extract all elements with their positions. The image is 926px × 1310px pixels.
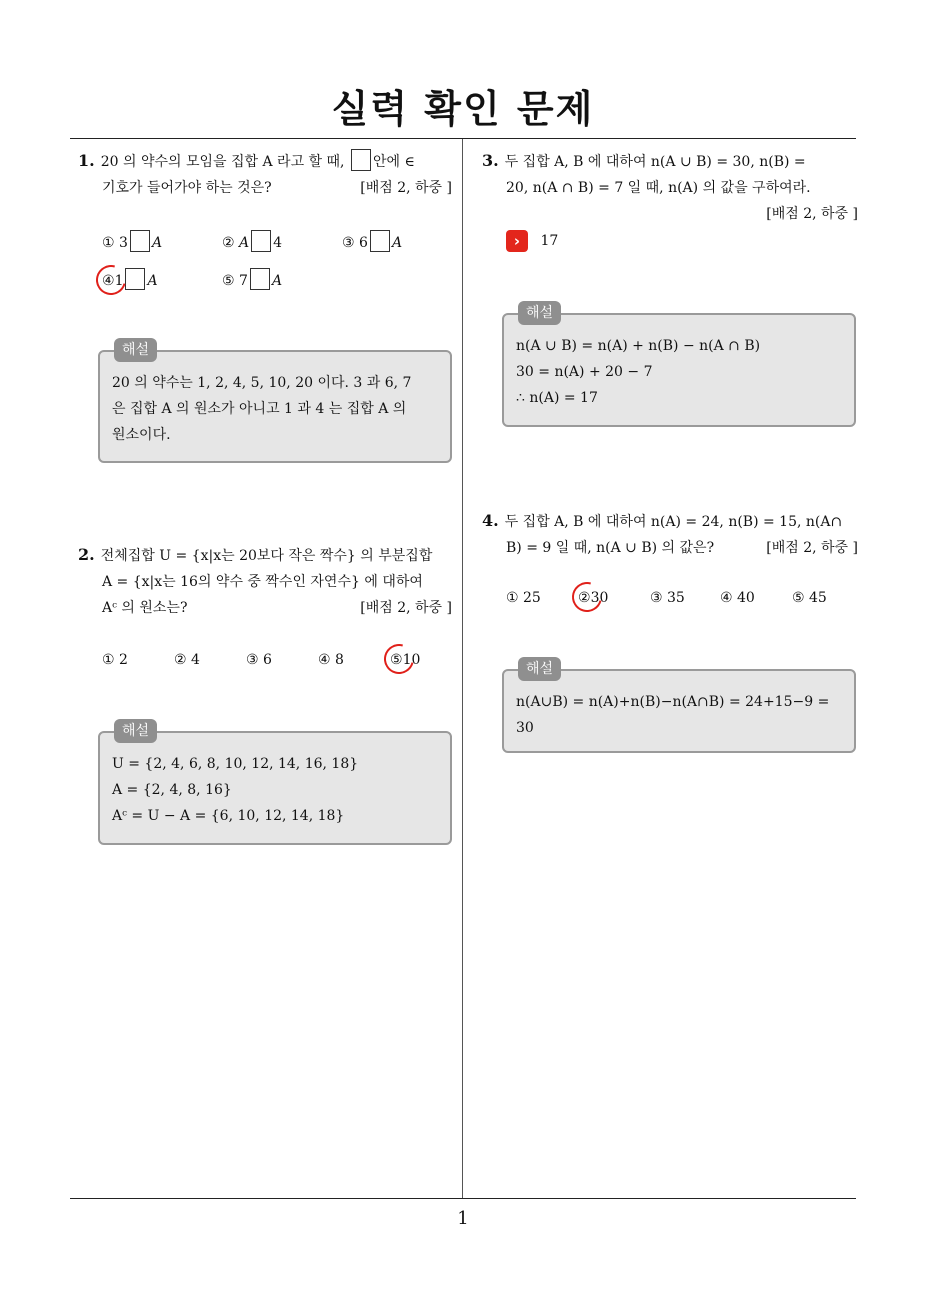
top-rule	[70, 138, 856, 139]
question-number: 4.	[482, 511, 499, 530]
choice-2[interactable]: ② A 4	[222, 230, 282, 253]
circle-mark-icon	[91, 260, 132, 301]
choice-4[interactable]: ④ 40	[720, 590, 755, 606]
solution-box-q1: 해설 20 의 약수는 1, 2, 4, 5, 10, 20 이다. 3 과 6, 7 은 집합 A 의 원소가 아니고 1 과 4 는 집합 A 의 원소이다.	[98, 350, 452, 463]
question-text: 20 의 약수의 모임을 집합 A 라고 할 때,	[100, 154, 345, 170]
score-meta: [배점 2, 하중 ]	[360, 180, 452, 196]
choice-5[interactable]: ⑤10	[390, 650, 420, 670]
solution-label: 해설	[518, 301, 561, 325]
choice-1[interactable]: ① 3 A	[102, 230, 162, 253]
score-meta: [배점 2, 하중 ]	[360, 600, 452, 616]
solution-label: 해설	[114, 719, 157, 743]
selected-answer-mark: ②	[578, 588, 591, 608]
selected-answer-mark: ④	[102, 271, 115, 291]
question-text: 두 집합 A, B 에 대하여 n(A ∪ B) = 30, n(B) =	[504, 154, 806, 170]
question-text: B) = 9 일 때, n(A ∪ B) 의 값은?	[506, 540, 715, 556]
question-text: 전체집합 U = {x|x는 20보다 작은 짝수} 의 부분집합	[100, 548, 433, 564]
choice-3[interactable]: ③ 35	[650, 590, 685, 606]
blank-box	[251, 230, 271, 252]
solution-box-q3: 해설 n(A ∪ B) = n(A) + n(B) − n(A ∩ B) 30 = n(A) + 20 − 7 ∴ n(A) = 17	[502, 313, 856, 427]
blank-box	[125, 268, 145, 290]
question-text: A = {x|x는 16의 약수 중 짝수인 자연수} 에 대하여	[102, 574, 423, 590]
bottom-rule	[70, 1198, 856, 1199]
question-4	[482, 508, 858, 561]
solution-box-q2: 해설 U = {2, 4, 6, 8, 10, 12, 14, 16, 18} A = {2, 4, 8, 16} Aᶜ = U − A = {6, 10, 12, 14, 18}	[98, 731, 452, 845]
score-meta: [배점 2, 하중 ]	[766, 206, 858, 222]
question-number: 1.	[78, 151, 95, 170]
question-text: 20, n(A ∩ B) = 7 일 때, n(A) 의 값을 구하여라.	[506, 180, 811, 196]
blank-box	[370, 230, 390, 252]
page-title: 실력 확인 문제	[331, 87, 595, 131]
choice-1[interactable]: ① 2	[102, 652, 128, 668]
choice-3[interactable]: ③ 6	[246, 652, 272, 668]
choice-4[interactable]: ④ 8	[318, 652, 344, 668]
question-number: 3.	[482, 151, 499, 170]
question-text: 기호가 들어가야 하는 것은?	[102, 180, 272, 196]
answer-value: 17	[540, 233, 559, 249]
choice-5[interactable]: ⑤ 45	[792, 590, 827, 606]
choice-5[interactable]: ⑤ 7 A	[222, 268, 282, 291]
score-meta: [배점 2, 하중 ]	[766, 540, 858, 556]
choice-2[interactable]: ②30	[578, 588, 608, 608]
selected-answer-mark: ⑤	[390, 650, 403, 670]
chevron-right-icon: ›	[506, 230, 528, 252]
choices-q2	[102, 650, 452, 672]
question-text: 두 집합 A, B 에 대하여 n(A) = 24, n(B) = 15, n(A∩	[504, 514, 843, 530]
solution-label: 해설	[114, 338, 157, 362]
choice-1[interactable]: ① 25	[506, 590, 541, 606]
solution-label: 해설	[518, 657, 561, 681]
choice-3[interactable]: ③ 6 A	[342, 230, 402, 253]
blank-box	[250, 268, 270, 290]
blank-box	[351, 149, 371, 171]
choice-4[interactable]: ④1 A	[102, 268, 158, 291]
column-divider	[462, 139, 463, 1198]
question-2	[78, 542, 452, 621]
question-number: 2.	[78, 545, 95, 564]
blank-box	[130, 230, 150, 252]
answer-q3	[506, 230, 558, 252]
circle-mark-icon	[567, 577, 608, 618]
choices-q4	[506, 588, 856, 610]
question-3	[482, 148, 858, 227]
question-text: Aᶜ 의 원소는?	[102, 600, 188, 616]
question-text: 안에 ∈	[372, 154, 415, 170]
solution-box-q4: 해설 n(A∪B) = n(A)+n(B)−n(A∩B) = 24+15−9 = 30	[502, 669, 856, 753]
page-number: 1	[457, 1208, 469, 1229]
circle-mark-icon	[379, 639, 420, 680]
choices-q1	[102, 230, 452, 290]
choice-2[interactable]: ② 4	[174, 652, 200, 668]
question-1	[78, 148, 452, 201]
